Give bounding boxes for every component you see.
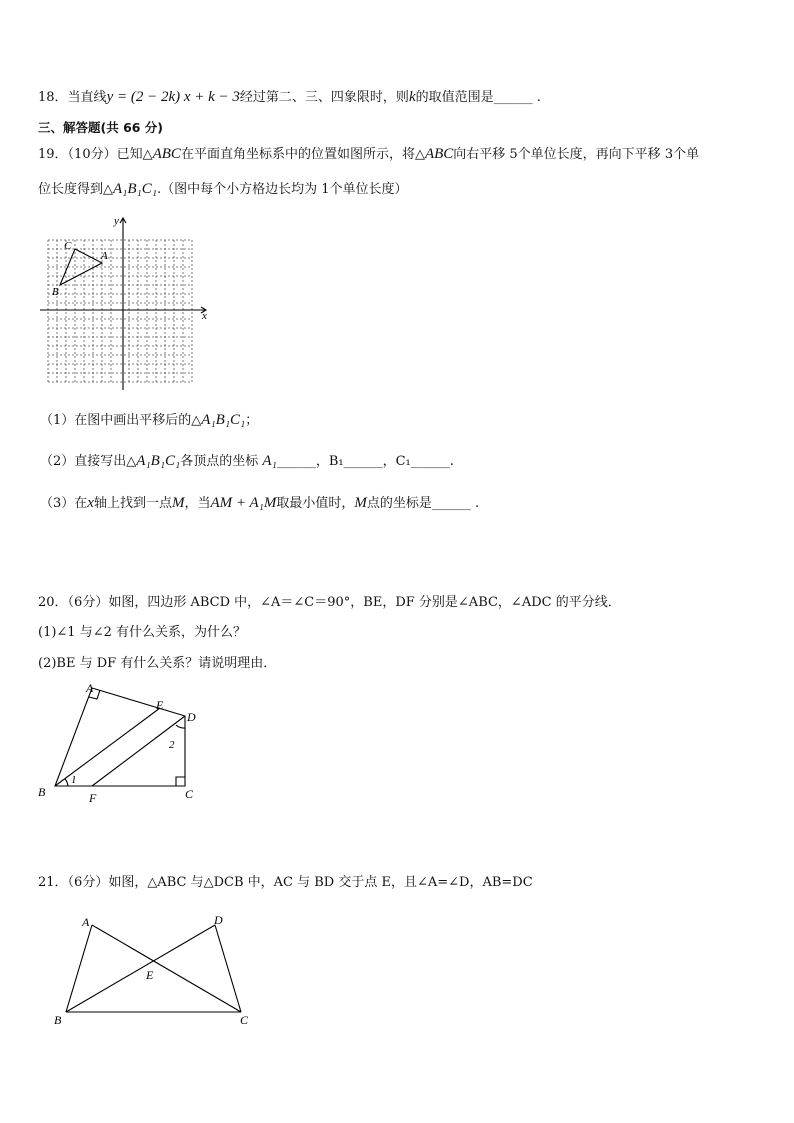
segment-df (92, 716, 185, 786)
formula: AM + A₁M (210, 495, 277, 511)
question-text: （3）在 (40, 496, 88, 511)
label-1: 1 (71, 774, 77, 786)
variable: x (87, 495, 94, 511)
vertex-c1: ，C₁ (382, 454, 411, 469)
label-b: B (38, 785, 46, 799)
triangle-name: A₁B₁C₁ (136, 453, 181, 469)
question-text: 轴上找到一点 (93, 496, 172, 511)
label-e: E (156, 698, 164, 712)
question-text: 向右平移 5个单位长度，再向下平移 3个单 (453, 147, 700, 162)
vertex-b1: ，B₁ (315, 454, 344, 469)
question-text: 点的坐标是______ . (366, 496, 480, 511)
question-18 (38, 88, 541, 107)
angle-mark-1 (65, 779, 68, 786)
variable: M (171, 495, 185, 511)
point-label-c: C (64, 240, 72, 252)
label-2: 2 (169, 739, 175, 751)
question-text: 的取值范围是______ . (415, 90, 541, 105)
triangle-name: ABC (152, 146, 181, 162)
label-a: A (86, 681, 94, 695)
question-text: （2）直接写出△ (40, 454, 137, 469)
question-21-line1: 21．（6分）如图，△ABC 与△DCB 中，AC 与 BD 交于点 E，且∠A=∠D，AB=DC (38, 875, 533, 890)
coordinate-grid-figure (34, 212, 214, 394)
label-d: D (214, 913, 223, 927)
answer-blank: ______ (276, 454, 316, 469)
right-angle-c (176, 777, 185, 786)
question-text: 各顶点的坐标 (180, 454, 259, 469)
question-20-line1: 20．（6分）如图，四边形 ABCD 中，∠A＝∠C＝90°，BE，DF 分别是∠ABC，∠ADC 的平分线． (38, 595, 621, 610)
variable: M (354, 495, 367, 511)
question-20-line2: (1)∠1 与∠2 有什么关系，为什么？ (38, 625, 247, 640)
angle-mark-2 (176, 725, 185, 728)
question-text: 19．（10分）已知△ (38, 147, 153, 162)
question-19-sub3 (40, 494, 479, 513)
label-a: A (82, 915, 90, 929)
vertex-a1: A₁ (262, 453, 277, 469)
question-text: ； (245, 413, 259, 428)
label-e: E (146, 968, 154, 982)
variable: k (408, 89, 416, 105)
label-c: C (240, 1013, 249, 1027)
question-text: 在平面直角坐标系中的位置如图所示，将△ (180, 147, 425, 162)
question-19-line2 (38, 180, 408, 199)
triangle-name: A₁B₁C₁ (201, 412, 246, 428)
x-axis-label: x (202, 310, 207, 322)
triangles-figure (48, 908, 258, 1032)
label-f: F (89, 791, 97, 805)
question-text: 取最小值时， (276, 496, 355, 511)
section-heading: 三、解答题(共 66 分) (38, 120, 164, 135)
point-label-b: B (52, 286, 59, 298)
y-axis-label: y (114, 215, 119, 227)
question-text: .（图中每个小方格边长均为 1个单位长度） (156, 182, 408, 197)
answer-blank: ______ (343, 454, 383, 469)
label-d: D (187, 710, 196, 724)
question-19-sub1 (40, 411, 258, 430)
point-label-a: A (101, 250, 108, 262)
question-number: 18． (38, 90, 68, 105)
label-b: B (54, 1013, 62, 1027)
label-c: C (185, 787, 194, 801)
question-text: 经过第二、三、四象限时，则 (239, 90, 409, 105)
formula: y = (2 − 2k) x + k − 3 (106, 89, 240, 105)
question-19-sub2: （2）直接写出△A₁B₁C₁各顶点的坐标 A₁______，B₁______，C₁______. (40, 453, 454, 469)
question-text: ，当 (184, 496, 211, 511)
question-text: 当直线 (67, 90, 107, 105)
question-19-line1 (38, 145, 699, 164)
question-20-line3: (2)BE 与 DF 有什么关系？请说明理由． (38, 656, 277, 671)
question-text: （1）在图中画出平移后的△ (40, 413, 202, 428)
triangle-name: A₁B₁C₁ (113, 181, 157, 197)
triangle-name: ABC (424, 146, 454, 162)
question-text: 位长度得到△ (38, 182, 113, 197)
answer-blank: ______ (410, 454, 450, 469)
quadrilateral-figure (30, 676, 210, 808)
